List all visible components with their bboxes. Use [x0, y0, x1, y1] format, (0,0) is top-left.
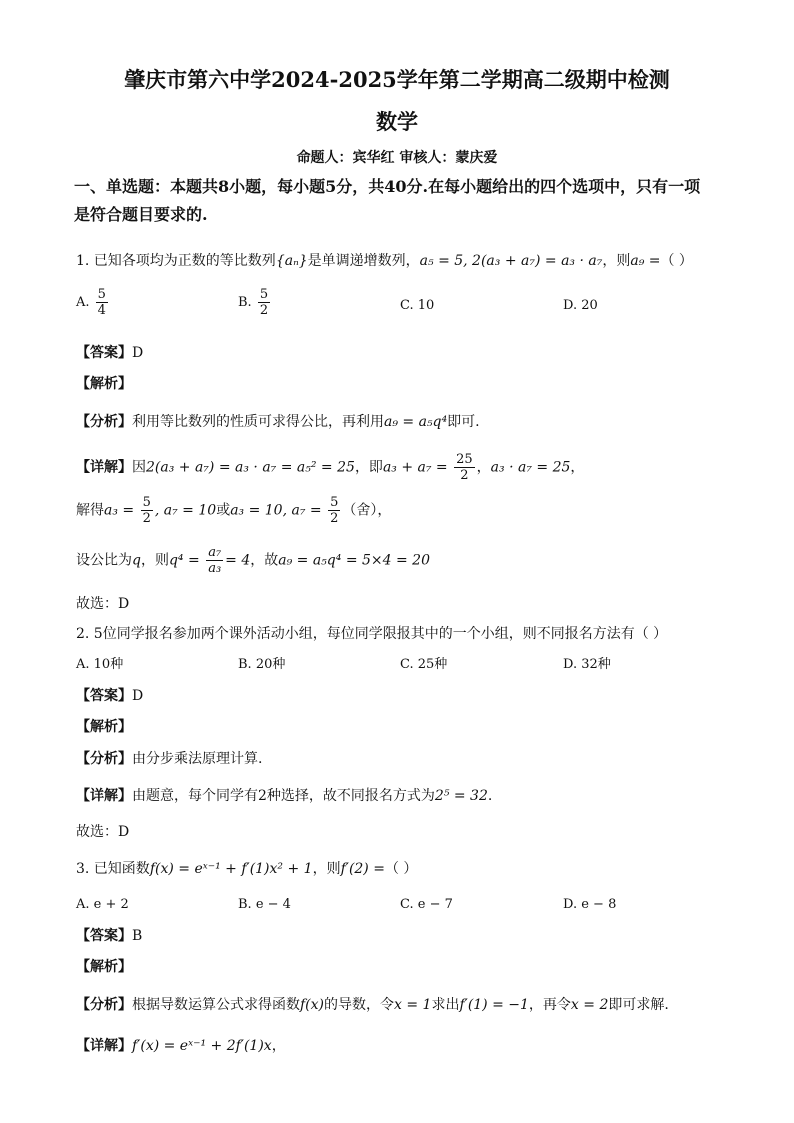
q3-fenxi: 【分析】根据导数运算公式求得函数f(x)的导数，令x = 1求出f′(1) = −1，再令x = 2即可求解. — [76, 997, 669, 1013]
q3-detail: 【详解】f′(x) = eˣ⁻¹ + 2f′(1)x， — [76, 1038, 286, 1054]
q1-option-a: A. $\frac{5}{4}$ — [76, 287, 106, 318]
q2-option-d: D. 32种 — [563, 657, 611, 672]
q2-analysis-label: 【解析】 — [76, 719, 132, 735]
q1-detail-line2: 解得a₃ = $\frac{5}{2}$ , a₇ = 10或a₃ = 10, a₇ = $\frac{5}{2}$ （舍）， — [76, 495, 392, 526]
q3-analysis-label: 【解析】 — [76, 959, 132, 975]
q2-stem: 2. 5位同学报名参加两个课外活动小组，每位同学限报其中的一个小组，则不同报名方法有（ ） — [76, 626, 668, 642]
q3-option-d: D. e − 8 — [563, 897, 617, 912]
q3-stem: 3. 已知函数f(x) = eˣ⁻¹ + f′(1)x² + 1，则f′(2) =（ ） — [76, 861, 418, 877]
q1-option-d: D. 20 — [563, 298, 598, 313]
q2-option-b: B. 20种 — [238, 657, 286, 672]
q1-sequence: {aₙ} — [275, 253, 308, 269]
q3-option-c: C. e − 7 — [400, 897, 453, 912]
section-heading-line2: 是符合题目要求的. — [74, 205, 208, 224]
q1-analysis-label: 【解析】 — [76, 376, 132, 392]
subject-title: 数学 — [376, 109, 418, 134]
q1-option-c: C. 10 — [400, 298, 435, 313]
q1-condition: a₅ = 5, 2(a₃ + a₇) = a₃ · a₇ — [419, 253, 603, 269]
q1-detail-line3: 设公比为q，则q⁴ = $\frac{\text{a₇}}{\text{a₃}}$ = 4，故a₉ = a₅q⁴ = 5×4 = 20 — [76, 545, 430, 576]
q1-ask: a₉ = — [630, 253, 661, 269]
q3-option-a: A. e + 2 — [76, 897, 129, 912]
q1-conclusion: 故选：D — [76, 596, 130, 612]
q1-option-a-fraction: $\frac{5}{4}$ — [97, 287, 106, 318]
q1-answer: 【答案】D — [76, 345, 144, 361]
q1-detail-line1: 【详解】因2(a₃ + a₇) = a₃ · a₇ = a₅² = 25，即a₃ + a₇ = $\frac{25}{2}$ ，a₃ · a₇ = 25， — [76, 452, 585, 483]
q2-answer: 【答案】D — [76, 688, 144, 704]
q3-option-b: B. e − 4 — [238, 897, 291, 912]
q2-option-c: C. 25种 — [400, 657, 448, 672]
q2-option-a: A. 10种 — [76, 657, 124, 672]
authors-line: 命题人：宾华红 审核人：蒙庆爱 — [296, 150, 498, 166]
q2-conclusion: 故选：D — [76, 824, 130, 840]
q1-stem: 1. 已知各项均为正数的等比数列{aₙ}是单调递增数列，a₅ = 5, 2(a₃ + a₇) = a₃ · a₇，则a₉ =（ ） — [76, 253, 693, 269]
q3-answer: 【答案】B — [76, 928, 143, 944]
q1-fenxi: 【分析】利用等比数列的性质可求得公比，再利用a₉ = a₅q⁴即可. — [76, 414, 480, 430]
q2-detail: 【详解】由题意，每个同学有2种选择，故不同报名方式为2⁵ = 32. — [76, 788, 493, 804]
page-title: 肇庆市第六中学2024-2025学年第二学期高二级期中检测 — [124, 67, 670, 92]
q1-option-b-fraction: $\frac{5}{2}$ — [259, 287, 269, 318]
section-heading — [74, 173, 724, 229]
q1-option-b: B. $\frac{5}{2}$ — [238, 287, 269, 318]
section-heading-line1: 一、单选题：本题共8小题，每小题5分，共40分.在每小题给出的四个选项中，只有一项 — [74, 177, 701, 196]
q2-fenxi: 【分析】由分步乘法原理计算. — [76, 751, 263, 767]
